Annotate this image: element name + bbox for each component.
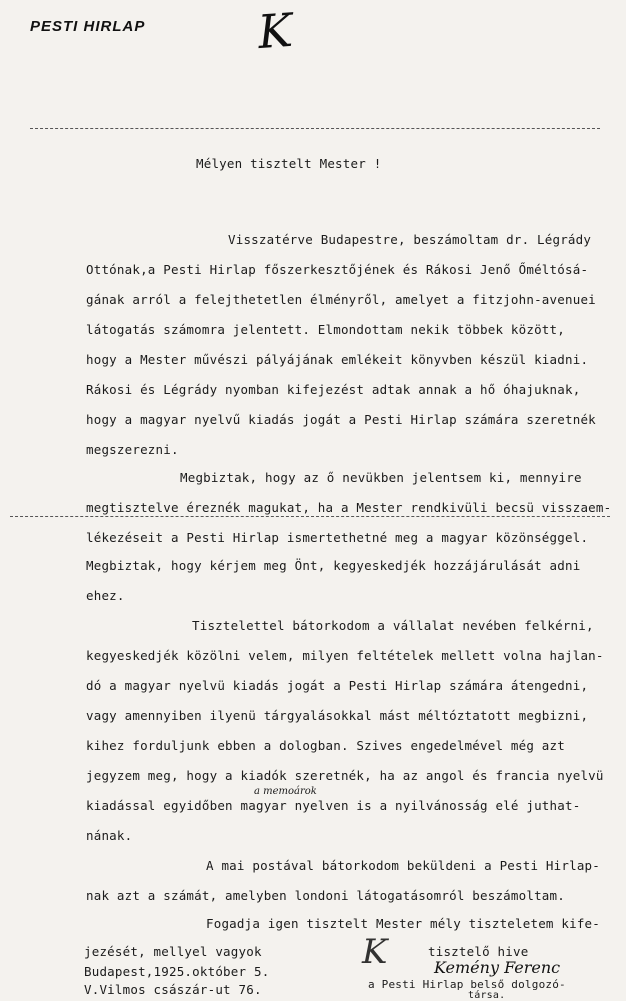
address-line: V.Vilmos császár-ut 76. [84, 982, 262, 997]
date-line: Budapest,1925.október 5. [84, 964, 270, 979]
body-line: kiadással egyidőben magyar nyelven is a nyilvánosság elé juthat- [86, 798, 581, 813]
body-line: kihez forduljunk ebben a dologban. Szives engedelmével még azt [86, 738, 565, 753]
closing-role: a Pesti Hirlap belső dolgozó- [368, 978, 566, 991]
body-line: A mai postával bátorkodom beküldeni a Pesti Hirlap- [206, 858, 601, 873]
body-line: vagy amennyiben ilyenü tárgyalásokkal mást méltóztatott megbizni, [86, 708, 589, 723]
body-line: nak azt a számát, amelyben londoni látogatásomról beszámoltam. [86, 888, 565, 903]
body-line: Megbiztak, hogy kérjem meg Önt, kegyeskedjék hozzájárulását adni [86, 558, 581, 573]
handwritten-insert: a memoárok [254, 786, 317, 797]
closing-role-end: társa. [468, 990, 506, 1001]
body-line: látogatás számomra jelentett. Elmondottam nekik többek között, [86, 322, 565, 337]
body-line: Megbiztak, hogy az ő nevükben jelentsem ki, mennyire [180, 470, 582, 485]
handwritten-mark-bottom: K [362, 932, 388, 972]
body-line: jegyzem meg, hogy a kiadók szeretnék, ha az angol és francia nyelvü [86, 768, 604, 783]
body-line: Fogadja igen tisztelt Mester mély tiszteletem kife- [206, 916, 601, 931]
divider-top [30, 128, 600, 129]
body-line: hogy a magyar nyelvű kiadás jogát a Pesti Hirlap számára szeretnék [86, 412, 596, 427]
body-line: Tisztelettel bátorkodom a vállalat nevében felkérni, [192, 618, 594, 633]
body-line: dó a magyar nyelvü kiadás jogát a Pesti Hirlap számára átengedni, [86, 678, 589, 693]
body-line: Visszatérve Budapestre, beszámoltam dr. Légrády [228, 232, 592, 247]
salutation: Mélyen tisztelt Mester ! [196, 156, 382, 171]
handwritten-mark-top: K [256, 2, 295, 60]
body-line: nának. [86, 828, 133, 843]
body-line: kegyeskedjék közölni velem, milyen feltételek mellett volna hajlan- [86, 648, 604, 663]
body-line: ehez. [86, 588, 125, 603]
body-line: gának arról a felejthetetlen élményről, amelyet a fitzjohn-avenuei [86, 292, 596, 307]
body-line: megtisztelve éreznék magukat, ha a Mester rendkivüli becsü visszaem- [86, 500, 612, 515]
body-line: Ottónak,a Pesti Hirlap főszerkesztőjének és Rákosi Jenő Őméltósá- [86, 262, 589, 277]
closing-greeting: tisztelő hive [428, 944, 529, 959]
body-line: lékezéseit a Pesti Hirlap ismertethetné meg a magyar közönséggel. [86, 530, 589, 545]
body-line: Rákosi és Légrády nyomban kifejezést adtak annak a hő óhajuknak, [86, 382, 581, 397]
letterhead: PESTI HIRLAP [30, 18, 146, 35]
divider-middle [10, 516, 610, 517]
body-line: jezését, mellyel vagyok [84, 944, 262, 959]
signature: Kemény Ferenc [434, 958, 561, 977]
body-line: megszerezni. [86, 442, 179, 457]
body-line: hogy a Mester művészi pályájának emlékeit könyvben készül kiadni. [86, 352, 589, 367]
